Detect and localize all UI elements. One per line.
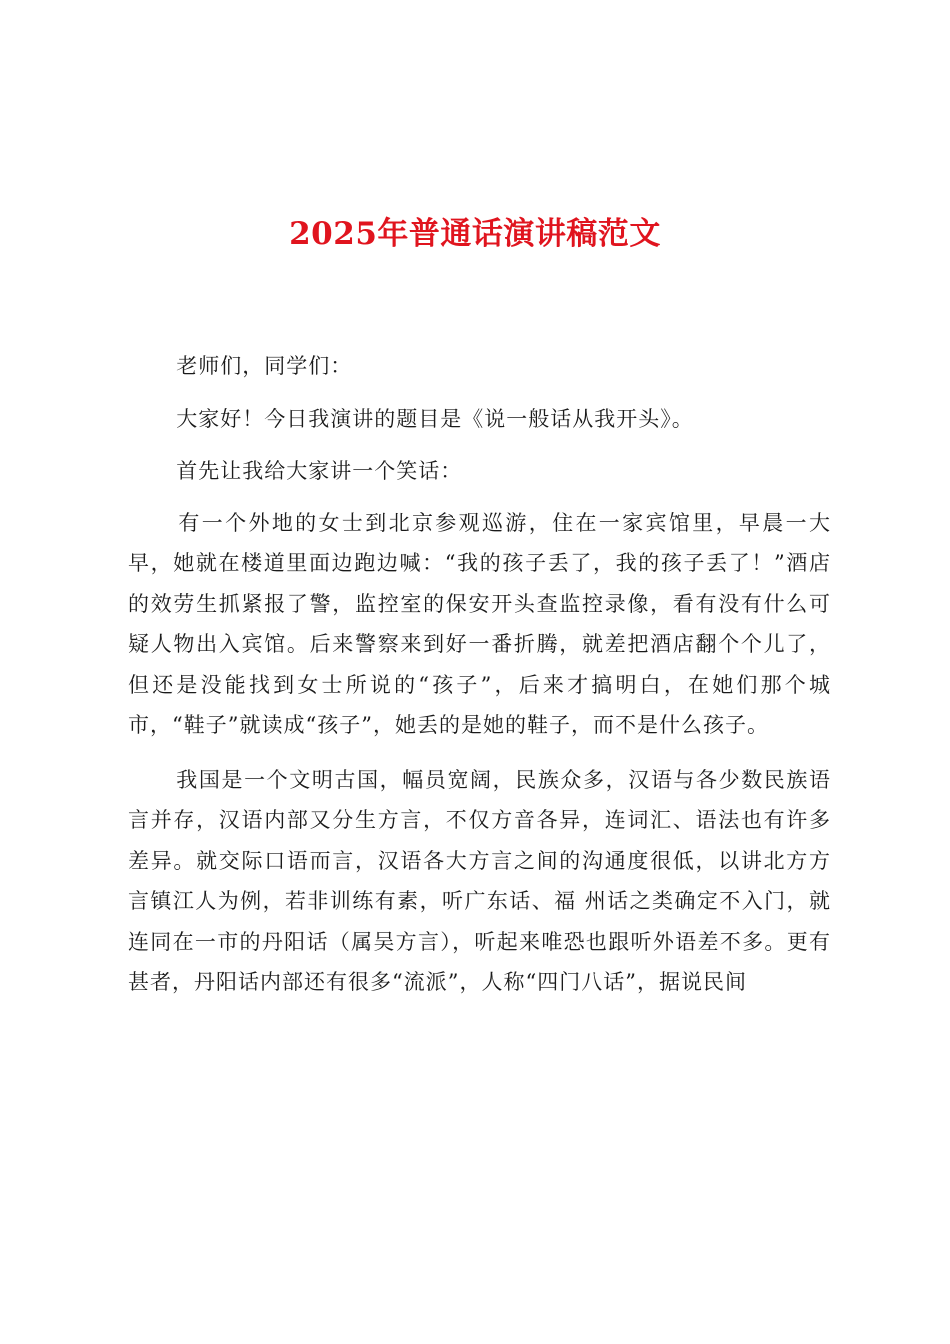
document-title: 2025年普通话演讲稿范文 bbox=[289, 216, 661, 252]
paragraph-greeting: 大家好！今日我演讲的题目是《说一般话从我开头》。 bbox=[176, 406, 694, 431]
paragraph-lead: 首先让我给大家讲一个笑话： bbox=[176, 459, 463, 483]
document-body bbox=[128, 346, 831, 1003]
paragraph-dialects: 我国是一个文明古国，幅员宽阔，民族众多，汉语与各少数民族语言并存，汉语内部又分生方言，不仅方音各异，连词汇、语法也有许多差异。就交际口语而言，汉语各大方言之间的沟通度很低，以讲北方方言镇江人为例，若非训练有素，听广东话、福 州话之类确定不入门，就连同在一市的丹阳话（属吴方言），听起来唯恐也跟听外语差不多。更有甚者，丹阳话内部还有很多“流派”，人称“四门八话”，据说民间 bbox=[128, 767, 831, 994]
paragraph-salutation: 老师们，同学们： bbox=[176, 354, 353, 378]
paragraph-story: 有一个外地的女士到北京参观巡游，住在一家宾馆里，早晨一大早，她就在楼道里面边跑边喊：“我的孩子丢了，我的孩子丢了！”酒店的效劳生抓紧报了警，监控室的保安开头查监控录像，看有没有什么可疑人物出入宾馆。后来警察来到好一番折腾，就差把酒店翻个个儿了，但还是没能找到女士所说的“孩子”，后来才搞明白，在她们那个城市，“鞋子”就读成“孩子”，她丢的是她的鞋子，而不是什么孩子。 bbox=[128, 510, 831, 737]
